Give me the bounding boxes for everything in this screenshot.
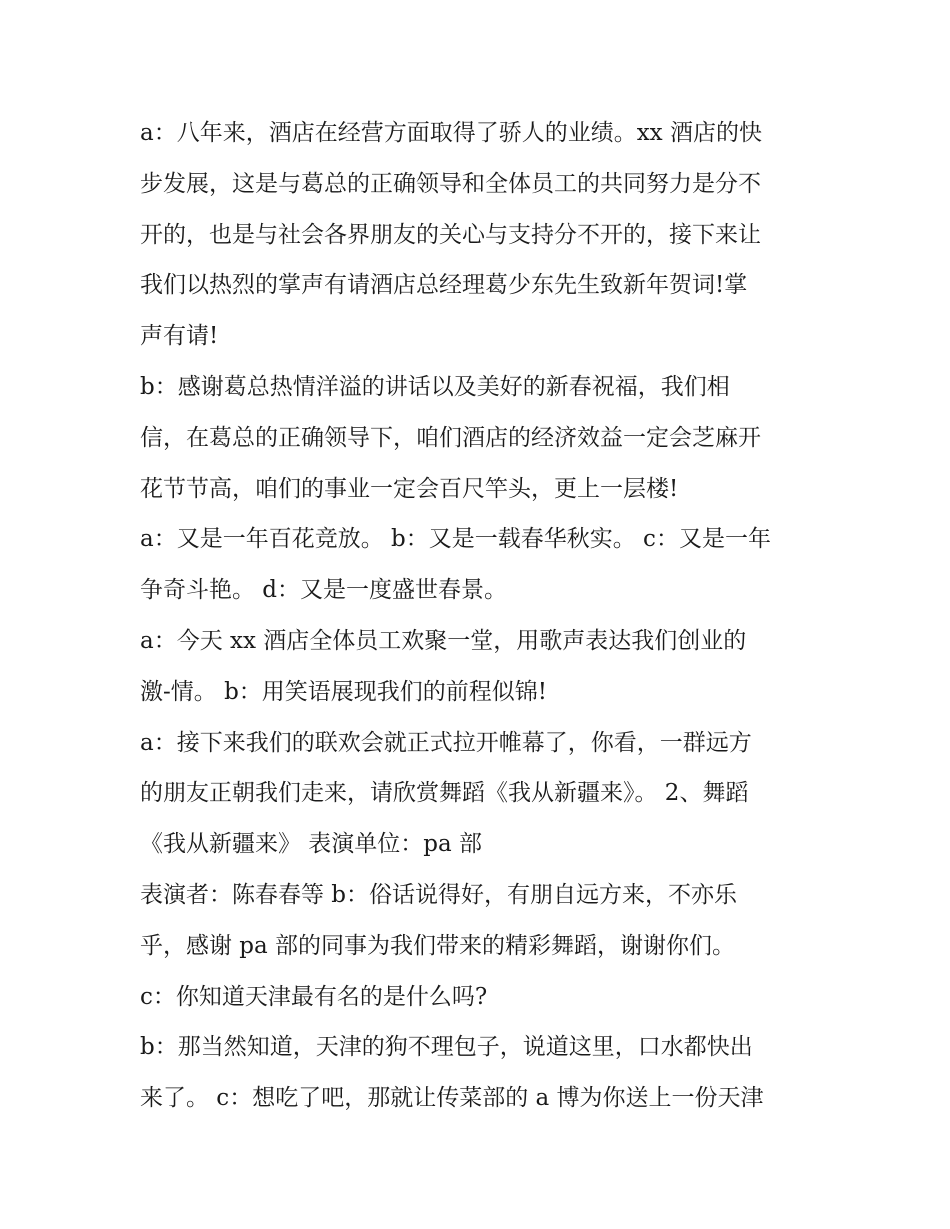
text-line: 我们以热烈的掌声有请酒店总经理葛少东先生致新年贺词!掌: [140, 272, 748, 299]
text-line: 开的，也是与社会各界朋友的关心与支持分不开的，接下来让: [140, 221, 761, 248]
text-line: a：今天 xx 酒店全体员工欢聚一堂，用歌声表达我们创业的: [140, 627, 747, 654]
text-line: 表演者：陈春春等 b：俗话说得好，有朋自远方来，不亦乐: [140, 881, 738, 908]
text-line: 信，在葛总的正确领导下，咱们酒店的经济效益一定会芝麻开: [140, 424, 761, 451]
text-line: b：感谢葛总热情洋溢的讲话以及美好的新春祝福，我们相: [140, 373, 730, 400]
text-line: 争奇斗艳。 d：又是一度盛世春景。: [140, 577, 508, 604]
text-line: c：你知道天津最有名的是什么吗?: [140, 983, 488, 1010]
text-line: 乎，感谢 pa 部的同事为我们带来的精彩舞蹈，谢谢你们。: [140, 932, 736, 959]
text-line: 《我从新疆来》 表演单位：pa 部: [140, 831, 483, 858]
text-line: 声有请!: [140, 323, 219, 350]
document-body: [140, 108, 820, 1124]
text-line: 步发展，这是与葛总的正确领导和全体员工的共同努力是分不: [140, 170, 761, 197]
text-line: 激-情。 b：用笑语展现我们的前程似锦!: [140, 678, 548, 705]
text-line: a：接下来我们的联欢会就正式拉开帷幕了，你看，一群远方: [140, 729, 752, 756]
text-line: a：八年来，酒店在经营方面取得了骄人的业绩。xx 酒店的快: [140, 120, 762, 146]
text-line: a：又是一年百花竞放。 b：又是一载春华秋实。 c：又是一年: [140, 526, 771, 553]
text-line: 的朋友正朝我们走来，请欣赏舞蹈《我从新疆来》。 2、舞蹈: [140, 780, 749, 807]
text-line: 花节节高，咱们的事业一定会百尺竿头，更上一层楼!: [140, 475, 679, 502]
text-line: 来了。 c：想吃了吧，那就让传菜部的 a 博为你送上一份天津: [140, 1085, 764, 1112]
text-line: b：那当然知道，天津的狗不理包子，说道这里，口水都快出: [140, 1034, 753, 1061]
